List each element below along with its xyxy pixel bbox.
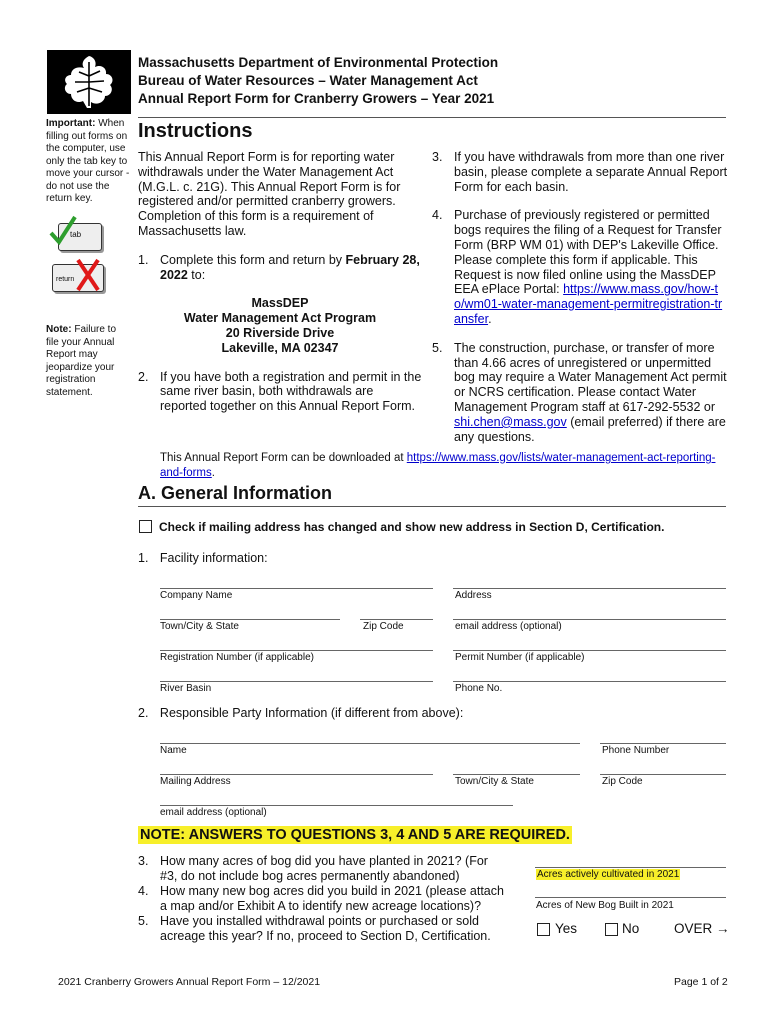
contact-email-link[interactable]: shi.chen@mass.gov: [454, 414, 567, 429]
q3-text: How many acres of bog did you have planted in 2021? (For #3, do not include bog acres permanently abandoned): [160, 854, 488, 883]
bureau-name: Bureau of Water Resources – Water Management Act: [138, 73, 478, 88]
rp-phone-field[interactable]: [600, 743, 726, 744]
address-changed-checkbox[interactable]: [139, 520, 152, 533]
section-a-heading: A. General Information: [138, 483, 333, 503]
no-checkbox[interactable]: [605, 923, 618, 936]
q5-text: Have you installed withdrawal points or purchased or sold acreage this year? If no, proceed to Section D, Certification.: [160, 914, 491, 943]
registration-number-field[interactable]: [160, 650, 433, 651]
town-city-label: Town/City & State: [160, 621, 239, 632]
agency-name: Massachusetts Department of Environmental Protection: [138, 55, 499, 70]
sidebar-note: [46, 324, 130, 399]
instruction-item-4: [432, 208, 728, 326]
company-name-field[interactable]: [160, 588, 433, 589]
question-4: [138, 884, 508, 914]
instructions-right-column: [432, 150, 728, 444]
yes-checkbox[interactable]: [537, 923, 550, 936]
form-header: [138, 54, 498, 108]
required-note: NOTE: ANSWERS TO QUESTIONS 3, 4 AND 5 ARE REQUIRED.: [140, 827, 570, 843]
rp-email-label: email address (optional): [160, 807, 267, 818]
q4-text: How many new bog acres did you build in 2021 (please attach a map and/or Exhibit A to identify new acreage locations)?: [160, 884, 504, 913]
questions-3-5: [138, 854, 508, 944]
address-line: MassDEP: [251, 296, 309, 311]
section-a-rule: [138, 506, 726, 507]
acres-cultivated-field[interactable]: [535, 867, 726, 868]
phone-field[interactable]: [453, 681, 726, 682]
download-text: This Annual Report Form can be downloaded at: [160, 452, 407, 464]
zip-code-label: Zip Code: [363, 621, 404, 632]
rp-town-field[interactable]: [453, 774, 580, 775]
address-label: Address: [455, 590, 492, 601]
return-key-graphic: [48, 256, 110, 296]
company-name-label: Company Name: [160, 590, 233, 601]
address-line: 20 Riverside Drive: [225, 325, 335, 340]
q2-text: Responsible Party Information (if different from above):: [159, 706, 464, 720]
rp-town-label: Town/City & State: [455, 776, 534, 787]
phone-label: Phone No.: [455, 683, 503, 694]
instruction-item-1: [138, 253, 422, 283]
item5-text: The construction, purchase, or transfer of more than 4.66 acres of unregistered or unpermitted bog may require a Water Management Act permit or NCRS certification. Please contact Water Management Program staff at 617-292-5532 or: [454, 340, 727, 414]
header-rule: [138, 117, 726, 118]
no-label: No: [622, 921, 640, 936]
due-date: February 28, 2022: [160, 252, 420, 282]
yes-label: Yes: [555, 921, 578, 936]
q5-number: 5.: [138, 914, 149, 928]
rp-zip-label: Zip Code: [602, 776, 643, 787]
town-city-field[interactable]: [160, 619, 340, 620]
item1-text: Complete this form and return by: [160, 252, 346, 267]
address-changed-label: Check if mailing address has changed and show new address in Section D, Certification.: [159, 520, 665, 534]
item-number: 5.: [432, 340, 443, 355]
note-text: Failure to file your Annual Report may jeopardize your registration statement.: [46, 324, 117, 398]
registration-number-label: Registration Number (if applicable): [160, 652, 314, 663]
important-label: Important:: [46, 118, 96, 129]
permit-number-label: Permit Number (if applicable): [455, 652, 585, 663]
address-field[interactable]: [453, 588, 726, 589]
river-basin-label: River Basin: [160, 683, 212, 694]
email-field[interactable]: [453, 619, 726, 620]
sidebar-important: [46, 118, 130, 206]
river-basin-field[interactable]: [160, 681, 433, 682]
over-label: OVER →: [674, 921, 730, 936]
rp-name-label: Name: [160, 745, 187, 756]
instruction-item-3: [432, 150, 728, 194]
download-end: .: [211, 466, 215, 479]
rp-phone-label: Phone Number: [602, 745, 670, 756]
footer-page-number: Page 1 of 2: [674, 976, 728, 988]
q2-number: 2.: [138, 706, 149, 720]
question-1: [138, 551, 268, 566]
red-x-icon: [74, 258, 104, 292]
rp-email-field[interactable]: [160, 805, 513, 806]
tab-key-graphic: [48, 215, 104, 255]
acres-new-bog-label: Acres of New Bog Built in 2021: [536, 900, 674, 911]
important-text: When filling out forms on the computer, use only the tab key to move your cursor - do not use the return key.: [46, 118, 130, 204]
acres-new-bog-field[interactable]: [535, 897, 726, 898]
item5-end: (email preferred) if there are any questions.: [454, 414, 726, 444]
item-number: 3.: [432, 150, 443, 164]
form-title: Annual Report Form for Cranberry Growers – Year 2021: [138, 91, 495, 106]
question-3: [138, 854, 508, 884]
address-line: Water Management Act Program: [183, 311, 377, 326]
download-link[interactable]: https://www.mass.gov/lists/water-management-act-reporting-and-forms: [160, 452, 716, 479]
rp-zip-field[interactable]: [600, 774, 726, 775]
address-line: Lakeville, MA 02347: [221, 340, 339, 355]
item4-end: .: [488, 311, 492, 326]
tab-key-label: tab: [70, 230, 82, 239]
instructions-left-column: [138, 150, 422, 414]
green-check-icon: [48, 215, 78, 245]
rp-mailing-label: Mailing Address: [160, 776, 231, 787]
q4-number: 4.: [138, 884, 149, 898]
item1-tail: to:: [187, 267, 206, 282]
massdep-logo: [47, 50, 131, 114]
instructions-intro: This Annual Report Form is for reporting water withdrawals under the Water Management Act (M.G.L. c. 21G). This Annual Report Form is for registered and/or permitted cranberry growers. Completion of this form is a requirement of Massachusetts law.: [138, 150, 401, 238]
eplace-portal-link[interactable]: https://www.mass.gov/how-to/wm01-water-management-permitregistration-transfer: [454, 282, 723, 326]
rp-mailing-field[interactable]: [160, 774, 433, 775]
q1-number: 1.: [138, 551, 149, 565]
mailing-address-block: [138, 296, 422, 355]
oak-leaf-icon: [47, 50, 131, 114]
instructions-heading: Instructions: [138, 120, 253, 142]
q1-text: Facility information:: [159, 551, 268, 565]
item-number: 1.: [138, 252, 149, 267]
zip-code-field[interactable]: [360, 619, 433, 620]
instruction-item-2: [138, 370, 422, 414]
item-number: 2.: [138, 369, 149, 384]
acres-cultivated-label: Acres actively cultivated in 2021: [537, 869, 680, 880]
item3-text: If you have withdrawals from more than one river basin, please complete a separate Annual Report Form for each basin.: [454, 150, 728, 194]
note-label: Note:: [46, 324, 72, 335]
instruction-item-5: [432, 341, 728, 445]
question-2: [138, 706, 463, 721]
return-key-label: return: [56, 276, 75, 283]
q3-number: 3.: [138, 854, 149, 868]
item-number: 4.: [432, 208, 443, 223]
download-note: [160, 451, 720, 480]
question-5: [138, 914, 508, 944]
item2-text: If you have both a registration and permit in the same river basin, both withdrawals are reported together on this Annual Report Form.: [160, 369, 422, 414]
item4-text: Purchase of previously registered or permitted bogs requires the filing of a Request for Transfer Form (BRP WM 01) with DEP's Lakeville Office. Please complete this form if applicable. This Request is now filed online using the MassDEP EEA ePlace Portal:: [454, 208, 722, 297]
permit-number-field[interactable]: [453, 650, 726, 651]
footer-left: 2021 Cranberry Growers Annual Report Form – 12/2021: [58, 976, 321, 988]
email-label: email address (optional): [455, 621, 562, 632]
rp-name-field[interactable]: [160, 743, 580, 744]
